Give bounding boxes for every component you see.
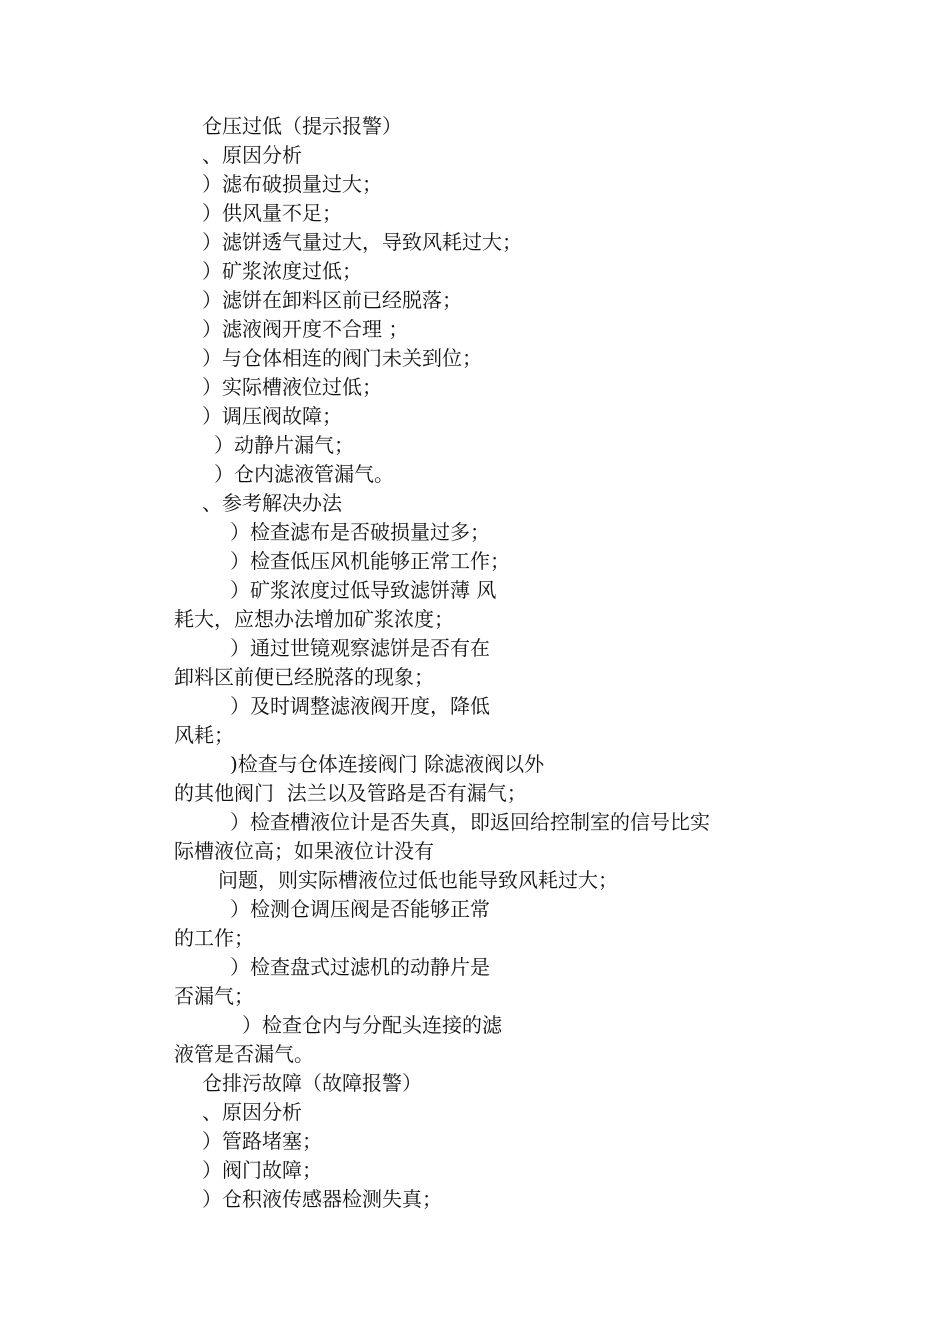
text-line: ）仓积液传感器检测失真； [202, 1187, 442, 1211]
text-line: ）滤液阀开度不合理 ； [202, 317, 409, 341]
text-line: ）及时调整滤液阀开度，降低 [230, 694, 490, 718]
text-line: ）通过世镜观察滤饼是否有在 [230, 636, 490, 660]
text-line: ）检查槽液位计是否失真，即返回给控制室的信号比实 [230, 810, 710, 834]
text-line: 卸料区前便已经脱落的现象； [174, 665, 434, 689]
text-line: 液管是否漏气。 [174, 1042, 314, 1066]
text-line: ）检查滤布是否破损量过多； [230, 520, 490, 544]
text-line: )检查与仓体连接阀门 除滤液阀以外 [230, 752, 545, 776]
text-line: 耗大，应想办法增加矿浆浓度； [174, 607, 454, 631]
text-line: 的工作； [174, 926, 254, 950]
section-heading-drain-fault: 仓排污故障（故障报警） [202, 1071, 422, 1095]
text-line: ）检测仓调压阀是否能够正常 [230, 897, 490, 921]
text-line: ）检查仓内与分配头连接的滤 [242, 1013, 502, 1037]
section-heading-low-pressure: 仓压过低（提示报警） [202, 114, 402, 138]
text-line: ）矿浆浓度过低导致滤饼薄 风 [230, 578, 497, 602]
text-line: ）与仓体相连的阀门未关到位； [202, 346, 482, 370]
text-line: ）调压阀故障； [202, 404, 342, 428]
text-line: ）动静片漏气； [214, 433, 354, 457]
text-line: ）滤饼在卸料区前已经脱落； [202, 288, 462, 312]
text-line: ）滤饼透气量过大，导致风耗过大； [202, 230, 522, 254]
subheading-solutions: 、参考解决办法 [202, 491, 342, 515]
text-line: 风耗； [174, 723, 234, 747]
text-line: ）实际槽液位过低； [202, 375, 382, 399]
text-line: ）检查盘式过滤机的动静片是 [230, 955, 490, 979]
text-line: ）管路堵塞； [202, 1129, 322, 1153]
text-line: ）滤布破损量过大； [202, 172, 382, 196]
text-line: ）仓内滤液管漏气。 [214, 462, 394, 486]
subheading-cause-analysis: 、原因分析 [202, 1100, 302, 1124]
text-line: ）矿浆浓度过低； [202, 259, 362, 283]
text-line: ）检查低压风机能够正常工作； [230, 549, 510, 573]
text-line: 的其他阀门 法兰以及管路是否有漏气； [174, 781, 527, 805]
text-line: 问题，则实际槽液位过低也能导致风耗过大； [218, 868, 618, 892]
text-line: ）供风量不足； [202, 201, 342, 225]
subheading-cause-analysis: 、原因分析 [202, 143, 302, 167]
text-line: ）阀门故障； [202, 1158, 322, 1182]
text-line: 际槽液位高；如果液位计没有 [174, 839, 434, 863]
text-line: 否漏气； [174, 984, 254, 1008]
